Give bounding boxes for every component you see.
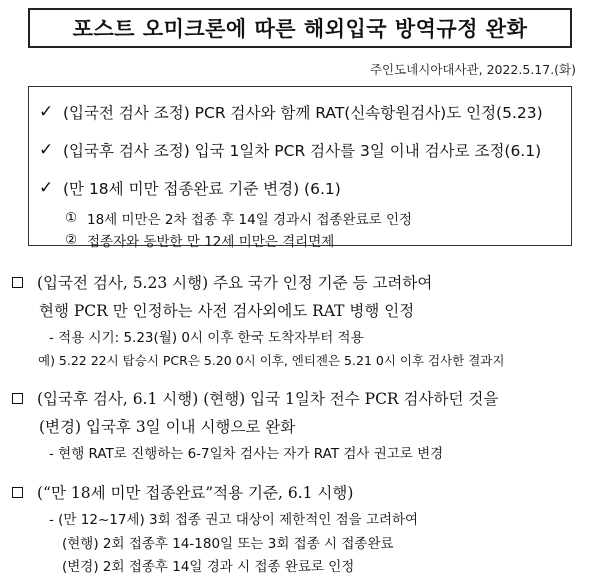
summary-sub-item: [39, 229, 563, 251]
section-post-entry-test: [12, 384, 592, 464]
summary-item: [39, 131, 563, 169]
page-title: [28, 8, 572, 48]
section-heading: [12, 478, 592, 506]
section-detail: - 현행 RAT로 진행하는 6-7일차 검사는 자가 RAT 검사 권고로 변경: [49, 446, 444, 462]
section-heading-text: (“만 18세 미만 접종완료”적용 기준, 6.1 시행): [37, 484, 354, 502]
sub-item-text: 접종자와 동반한 만 12세 미만은 격리면제: [87, 234, 335, 250]
section-heading-text: (입국전 검사, 5.23 시행) 주요 국가 인정 기준 등 고려하여: [37, 274, 433, 292]
summary-box: [28, 86, 572, 250]
section-example: 예) 5.22 22시 탑승시 PCR은 5.20 0시 이후, 엔티젠은 5.21 0시 이후 검사한 결과지: [38, 353, 505, 368]
sub-item-number: ②: [65, 232, 78, 248]
checkbox-bullet-icon: [12, 277, 23, 288]
checkbox-bullet-icon: [12, 487, 23, 498]
section-heading: [12, 384, 592, 412]
sub-item-text: 18세 미만은 2차 접종 후 14일 경과시 접종완료로 인정: [87, 212, 413, 228]
checkbox-bullet-icon: [12, 393, 23, 404]
check-icon: ✓: [39, 102, 54, 122]
page-title-text: 포스트 오미크론에 따른 해외입국 방역규정 완화: [72, 17, 528, 41]
summary-item: [39, 93, 563, 131]
summary-sub-item: [39, 207, 563, 229]
section-under-18-criteria: [12, 478, 592, 576]
source-date: 주인도네시아대사관, 2022.5.17.(화): [369, 62, 576, 77]
section-continuation: 현행 PCR 만 인정하는 사전 검사외에도 RAT 병행 인정: [39, 302, 415, 320]
section-sub-line: (현행) 2회 접종후 14-180일 또는 3회 접종 시 접종완료: [62, 535, 394, 552]
summary-item-text: (입국후 검사 조정) 입국 1일차 PCR 검사를 3일 이내 검사로 조정(6.1): [63, 142, 542, 160]
section-continuation: (변경) 입국후 3일 이내 시행으로 완화: [39, 418, 296, 436]
check-icon: ✓: [39, 140, 54, 160]
section-detail: - 적용 시기: 5.23(월) 0시 이후 한국 도착자부터 적용: [49, 330, 364, 346]
section-pre-entry-test: [12, 268, 592, 372]
summary-item-text: (만 18세 미만 접종완료 기준 변경) (6.1): [63, 180, 341, 198]
section-heading-text: (입국후 검사, 6.1 시행) (현행) 입국 1일차 전수 PCR 검사하던 것을: [37, 390, 499, 408]
sub-item-number: ①: [65, 210, 78, 226]
section-heading: [12, 268, 592, 296]
section-sub-line: (변경) 2회 접종후 14일 경과 시 접종 완료로 인정: [62, 558, 355, 575]
summary-item-text: (입국전 검사 조정) PCR 검사와 함께 RAT(신속항원검사)도 인정(5.23): [63, 104, 543, 122]
summary-item: [39, 169, 563, 207]
section-detail: - (만 12~17세) 3회 접종 권고 대상이 제한적인 점을 고려하여: [49, 512, 419, 528]
check-icon: ✓: [39, 178, 54, 198]
